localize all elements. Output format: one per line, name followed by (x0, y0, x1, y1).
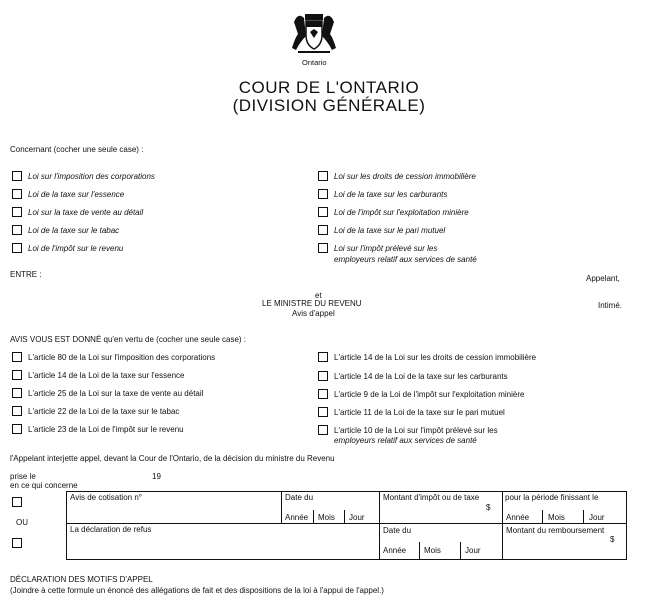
crest-caption: Ontario (302, 58, 327, 67)
date-subdivider (419, 542, 420, 560)
ministre-label: LE MINISTRE DU REVENU (262, 299, 362, 308)
annee-label: Année (506, 513, 530, 522)
checkbox[interactable] (318, 389, 328, 399)
mois-label: Mois (548, 513, 565, 522)
concernant-option[interactable]: Loi de la taxe sur le pari mutuel (318, 225, 445, 235)
avis-option[interactable]: L'article 9 de la Loi de l'impôt sur l'exploitation minière (318, 389, 524, 399)
checkbox[interactable] (318, 425, 328, 435)
checkbox[interactable] (12, 207, 22, 217)
table-divider (66, 523, 627, 524)
concernant-option[interactable]: Loi sur l'imposition des corporations (12, 171, 155, 181)
avis-option[interactable]: L'article 14 de la Loi de la taxe sur les carburants (318, 371, 508, 381)
prise-le-label: prise le (10, 472, 36, 481)
concernant-option[interactable]: Loi sur les droits de cession immobilière (318, 171, 476, 181)
avis-cotisation-checkbox[interactable] (12, 497, 22, 507)
avis-appel-label: Avis d'appel (292, 309, 335, 318)
declaration-refus-checkbox[interactable] (12, 538, 22, 548)
montant-impot-label: Montant d'impôt ou de taxe (383, 493, 480, 502)
declaration-refus-label: La déclaration de refus (70, 525, 152, 534)
date-subdivider (460, 542, 461, 560)
motifs-heading: DÉCLARATION DES MOTIFS D'APPEL (10, 575, 153, 584)
checkbox[interactable] (318, 407, 328, 417)
checkbox[interactable] (12, 388, 22, 398)
appeal-sentence: l'Appelant interjette appel, devant la Cour de l'Ontario, de la décision du ministre du Revenu (10, 454, 335, 463)
avis-heading: AVIS VOUS EST DONNÉ qu'en vertu de (cocher une seule case) : (10, 335, 247, 344)
mois-label: Mois (318, 513, 335, 522)
motifs-note: (Joindre à cette formule un énoncé des allégations de fait et des dispositions de la loi à l'appui de l'appel.) (10, 586, 384, 595)
avis-cotisation-label: Avis de cotisation n° (70, 493, 142, 502)
dollar-sign: $ (610, 535, 615, 544)
checkbox[interactable] (318, 243, 328, 253)
avis-option[interactable]: L'article 22 de la Loi de la taxe sur le tabac (12, 406, 179, 416)
date-du-label: Date du (285, 493, 314, 502)
checkbox[interactable] (12, 189, 22, 199)
checkbox[interactable] (12, 352, 22, 362)
ou-label: OU (16, 518, 28, 527)
checkbox[interactable] (12, 171, 22, 181)
avis-option[interactable]: L'article 14 de la Loi sur les droits de cession immobilière (318, 352, 536, 362)
intime-label: Intimé. (598, 301, 623, 310)
checkbox[interactable] (318, 352, 328, 362)
concernant-option[interactable]: Loi sur la taxe de vente au détail (12, 207, 143, 217)
concernant-option[interactable]: Loi sur l'impôt prélevé sur les (318, 243, 437, 253)
annee-label: Année (285, 513, 309, 522)
concerne-label: en ce qui concerne (10, 481, 78, 490)
checkbox[interactable] (12, 225, 22, 235)
et-label: et (315, 291, 322, 300)
appelant-label: Appelant, (586, 274, 620, 283)
page-subtitle: (DIVISION GÉNÉRALE) (232, 96, 426, 115)
avis-option[interactable]: L'article 80 de la Loi sur l'imposition des corporations (12, 352, 215, 362)
avis-option[interactable]: L'article 23 de la Loi de l'impôt sur le revenu (12, 424, 184, 434)
checkbox[interactable] (12, 424, 22, 434)
montant-remboursement-label: Montant du remboursement (506, 526, 605, 535)
avis-option-continued: employeurs relatif aux services de santé (334, 436, 477, 445)
date-subdivider (542, 510, 543, 523)
date-subdivider (313, 510, 314, 523)
checkbox[interactable] (12, 370, 22, 380)
checkbox[interactable] (12, 406, 22, 416)
concernant-option[interactable]: Loi de l'impôt sur l'exploitation minière (318, 207, 469, 217)
page-title: COUR DE L'ONTARIO (238, 78, 420, 97)
date-du-label: Date du (383, 526, 412, 535)
table-divider (281, 491, 282, 524)
checkbox[interactable] (318, 225, 328, 235)
ontario-crest-logo (286, 8, 342, 60)
date-subdivider (583, 510, 584, 523)
checkbox[interactable] (12, 243, 22, 253)
checkbox[interactable] (318, 371, 328, 381)
date-subdivider (344, 510, 345, 523)
periode-label: pour la période finissant le (505, 493, 599, 502)
concernant-option-continued: employeurs relatif aux services de santé (334, 255, 477, 264)
entre-label: ENTRE : (10, 270, 42, 279)
concernant-heading: Concernant (cocher une seule case) : (10, 145, 144, 154)
concernant-option[interactable]: Loi de la taxe sur le tabac (12, 225, 119, 235)
avis-option[interactable]: L'article 10 de la Loi sur l'impôt prélevé sur les (318, 425, 498, 435)
checkbox[interactable] (318, 189, 328, 199)
avis-option[interactable]: L'article 14 de la Loi de la taxe sur l'essence (12, 370, 184, 380)
concernant-option[interactable]: Loi de la taxe sur l'essence (12, 189, 124, 199)
year-prefix: 19 (152, 472, 161, 481)
concernant-option[interactable]: Loi de la taxe sur les carburants (318, 189, 447, 199)
jour-label: Jour (589, 513, 605, 522)
jour-label: Jour (349, 513, 365, 522)
jour-label: Jour (465, 546, 481, 555)
table-divider (379, 491, 380, 560)
avis-option[interactable]: L'article 25 de la Loi sur la taxe de vente au détail (12, 388, 203, 398)
concernant-option[interactable]: Loi de l'impôt sur le revenu (12, 243, 123, 253)
checkbox[interactable] (318, 171, 328, 181)
annee-label: Année (383, 546, 407, 555)
dollar-sign: $ (486, 503, 491, 512)
mois-label: Mois (424, 546, 441, 555)
avis-option[interactable]: L'article 11 de la Loi de la taxe sur le pari mutuel (318, 407, 505, 417)
checkbox[interactable] (318, 207, 328, 217)
table-divider (502, 491, 503, 560)
